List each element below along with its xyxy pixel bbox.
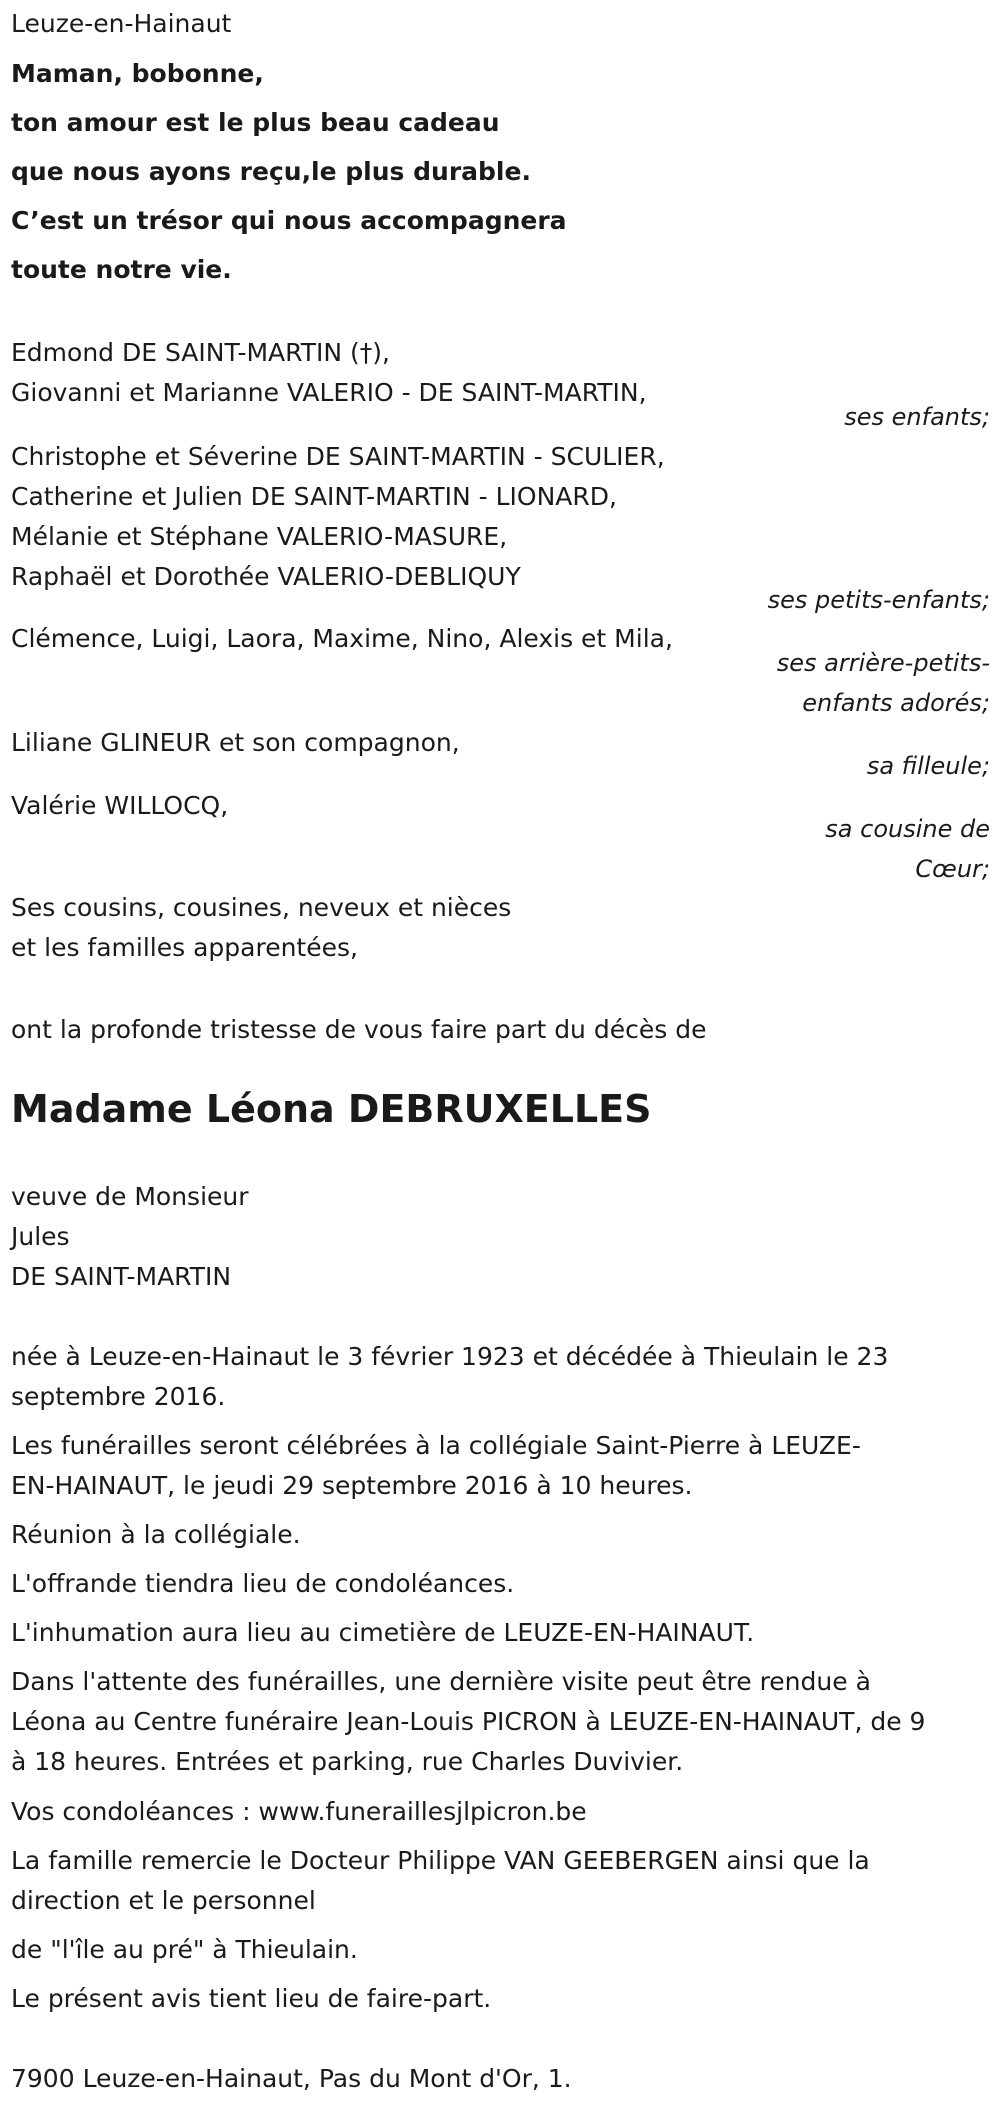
poem-line: toute notre vie.	[11, 255, 232, 284]
deceased-name: Madame Léona DEBRUXELLES	[11, 1087, 652, 1131]
condolences-line: Vos condoléances : www.funeraillesjlpicron.be	[11, 1797, 587, 1826]
detail-line: Réunion à la collégiale.	[11, 1520, 301, 1549]
detail-line: Les funérailles seront célébrées à la collégiale Saint-Pierre à LEUZE-	[11, 1431, 861, 1460]
family-line: Catherine et Julien DE SAINT-MARTIN - LIONARD,	[11, 482, 617, 511]
detail-line: L'inhumation aura lieu au cimetière de LEUZE-EN-HAINAUT.	[11, 1618, 755, 1647]
family-line: Edmond DE SAINT-MARTIN (†),	[11, 338, 390, 367]
family-role: ses petits-enfants;	[767, 586, 990, 614]
family-line: Ses cousins, cousines, neveux et nièces	[11, 893, 512, 922]
poem-line: ton amour est le plus beau cadeau	[11, 108, 500, 137]
detail-line: EN-HAINAUT, le jeudi 29 septembre 2016 à 10 heures.	[11, 1471, 693, 1500]
family-role: sa filleule;	[866, 752, 990, 780]
family-line: et les familles apparentées,	[11, 933, 358, 962]
detail-line: direction et le personnel	[11, 1886, 316, 1915]
family-role: ses enfants;	[844, 403, 990, 431]
detail-line: de "l'île au pré" à Thieulain.	[11, 1935, 358, 1964]
family-line: Christophe et Séverine DE SAINT-MARTIN - SCULIER,	[11, 442, 665, 471]
family-role: enfants adorés;	[802, 689, 990, 717]
widow-of-line: DE SAINT-MARTIN	[11, 1262, 232, 1291]
detail-line: L'offrande tiendra lieu de condoléances.	[11, 1569, 515, 1598]
detail-line: Le présent avis tient lieu de faire-part.	[11, 1984, 492, 2013]
detail-line: Dans l'attente des funérailles, une dernière visite peut être rendue à	[11, 1667, 871, 1696]
family-line: Giovanni et Marianne VALERIO - DE SAINT-MARTIN,	[11, 378, 647, 407]
detail-line: septembre 2016.	[11, 1382, 226, 1411]
detail-line: Léona au Centre funéraire Jean-Louis PICRON à LEUZE-EN-HAINAUT, de 9	[11, 1707, 926, 1736]
family-line: Clémence, Luigi, Laora, Maxime, Nino, Alexis et Mila,	[11, 624, 673, 653]
family-line: Liliane GLINEUR et son compagnon,	[11, 728, 460, 757]
family-line: Raphaël et Dorothée VALERIO-DEBLIQUY	[11, 562, 521, 591]
poem-line: Maman, bobonne,	[11, 59, 264, 88]
address-line: 7900 Leuze-en-Hainaut, Pas du Mont d'Or, 1.	[11, 2064, 572, 2093]
family-role: sa cousine de	[825, 815, 990, 843]
city-header: Leuze-en-Hainaut	[11, 9, 232, 38]
family-role: Cœur;	[915, 855, 990, 883]
family-line: Mélanie et Stéphane VALERIO-MASURE,	[11, 522, 508, 551]
detail-line: née à Leuze-en-Hainaut le 3 février 1923 et décédée à Thieulain le 23	[11, 1342, 889, 1371]
announcement-text: ont la profonde tristesse de vous faire part du décès de	[11, 1015, 707, 1044]
widow-of-line: veuve de Monsieur	[11, 1182, 249, 1211]
detail-line: La famille remercie le Docteur Philippe VAN GEEBERGEN ainsi que la	[11, 1846, 870, 1875]
poem-line: que nous ayons reçu,le plus durable.	[11, 157, 531, 186]
poem-line: C’est un trésor qui nous accompagnera	[11, 206, 567, 235]
detail-line: à 18 heures. Entrées et parking, rue Charles Duvivier.	[11, 1747, 684, 1776]
widow-of-line: Jules	[11, 1222, 70, 1251]
family-line: Valérie WILLOCQ,	[11, 791, 229, 820]
family-role: ses arrière-petits-	[776, 649, 990, 677]
